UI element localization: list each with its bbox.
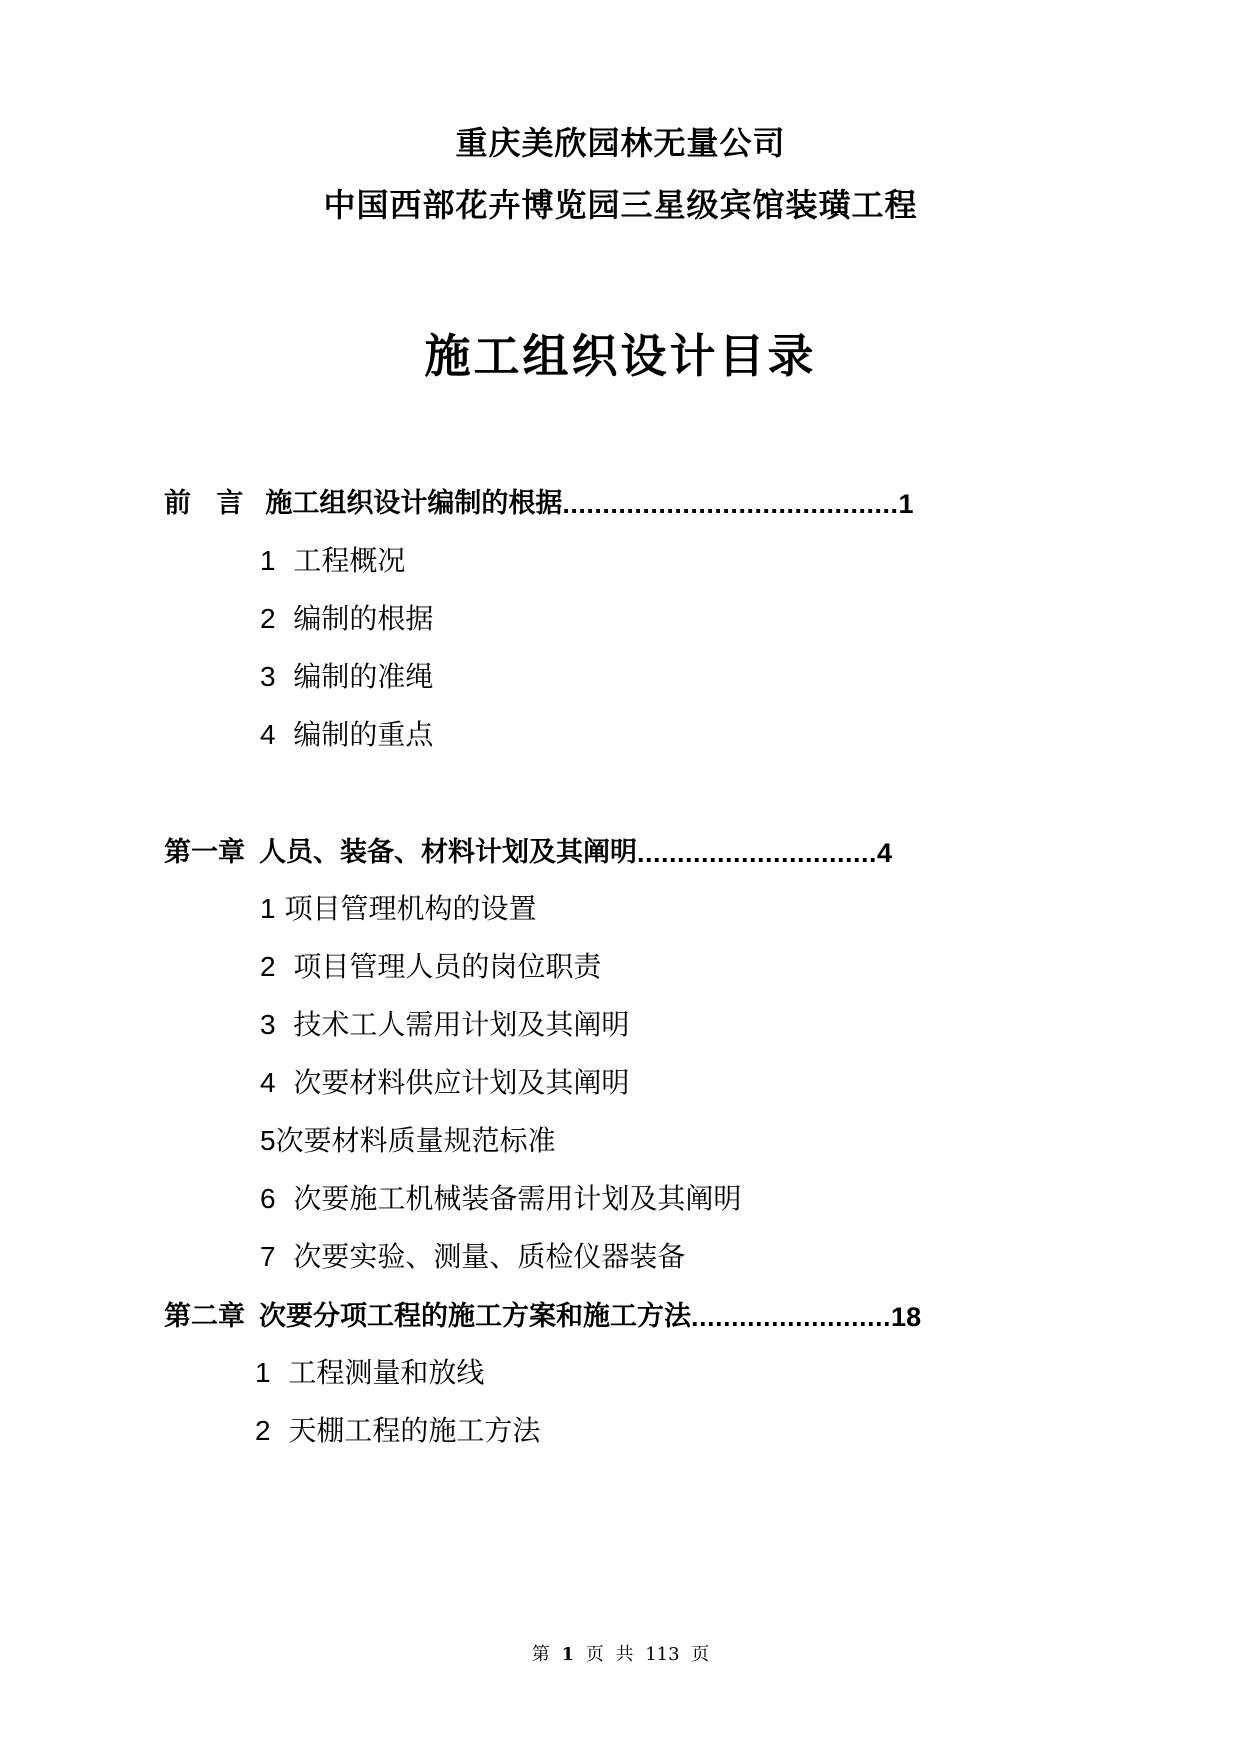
- toc-item-number: 5: [260, 1125, 276, 1156]
- toc-item-number: 6: [260, 1183, 276, 1214]
- toc-item-text: 工程概况: [293, 544, 406, 577]
- toc-item-text: 次要实验、测量、质检仪器装备: [293, 1240, 686, 1273]
- toc-item[interactable]: [260, 659, 433, 695]
- toc-item[interactable]: [255, 1355, 484, 1391]
- toc-item-number: 1: [260, 893, 276, 924]
- page-footer: [0, 1640, 1241, 1666]
- toc-item-text: 编制的重点: [293, 718, 434, 751]
- toc-item[interactable]: [260, 949, 601, 985]
- toc-item-number: 1: [255, 1357, 271, 1388]
- toc-item-number: 7: [260, 1241, 276, 1272]
- company-name: 重庆美欣园林无量公司: [455, 124, 786, 162]
- toc-entry-chapter-2[interactable]: [164, 1297, 921, 1333]
- toc-leader-dots: ..........................................: [562, 489, 899, 519]
- toc-item-number: 1: [260, 545, 276, 576]
- footer-current-page: 1: [561, 1644, 574, 1665]
- toc-item-number: 2: [255, 1415, 271, 1446]
- toc-item-text: 项目管理人员的岗位职责: [293, 950, 602, 983]
- toc-item[interactable]: [260, 717, 433, 753]
- project-name: 中国西部花卉博览园三星级宾馆装璜工程: [323, 186, 918, 224]
- toc-entry-label: 第二章: [164, 1301, 245, 1332]
- toc-item-text: 技术工人需用计划及其阐明: [293, 1008, 630, 1041]
- toc-page-number: 4: [877, 838, 893, 868]
- toc-item-text: 编制的准绳: [293, 660, 434, 693]
- toc-item-text: 工程测量和放线: [288, 1356, 485, 1389]
- footer-prefix: 第: [531, 1644, 550, 1665]
- toc-entry-preface[interactable]: [164, 484, 914, 520]
- toc-item-text: 项目管理机构的设置: [284, 892, 537, 925]
- toc-item-number: 3: [260, 661, 276, 692]
- toc-item[interactable]: [260, 543, 405, 579]
- toc-leader-dots: ..............................: [637, 838, 878, 868]
- toc-item[interactable]: [260, 1065, 629, 1101]
- footer-suffix: 页: [691, 1644, 710, 1665]
- toc-item-number: 3: [260, 1009, 276, 1040]
- toc-entry-chapter-1[interactable]: [164, 833, 892, 869]
- toc-item-number: 4: [260, 719, 276, 750]
- toc-title: 施工组织设计目录: [424, 329, 817, 383]
- toc-item[interactable]: [260, 1239, 685, 1275]
- toc-item[interactable]: [260, 891, 537, 927]
- toc-item[interactable]: [260, 1007, 629, 1043]
- toc-page-number: 1: [898, 489, 914, 519]
- toc-item-number: 2: [260, 951, 276, 982]
- toc-item-text: 次要材料质量规范标准: [275, 1124, 556, 1157]
- footer-middle: 页 共: [585, 1644, 634, 1665]
- toc-item-number: 2: [260, 603, 276, 634]
- toc-item[interactable]: [255, 1413, 540, 1449]
- toc-entry-title: 人员、装备、材料计划及其阐明: [259, 837, 637, 868]
- toc-item[interactable]: [260, 1123, 556, 1159]
- toc-entry-label: 第一章: [164, 837, 245, 868]
- toc-entry-title: 施工组织设计编制的根据: [265, 488, 563, 519]
- toc-item-text: 编制的根据: [293, 602, 434, 635]
- toc-item[interactable]: [260, 1181, 741, 1217]
- toc-item[interactable]: [260, 601, 433, 637]
- toc-page-number: 18: [891, 1302, 922, 1332]
- toc-entry-label: 前 言: [164, 488, 252, 519]
- toc-item-text: 次要施工机械装备需用计划及其阐明: [293, 1182, 742, 1215]
- toc-item-text: 次要材料供应计划及其阐明: [293, 1066, 630, 1099]
- toc-item-number: 4: [260, 1067, 276, 1098]
- toc-item-text: 天棚工程的施工方法: [288, 1414, 541, 1447]
- toc-leader-dots: .........................: [691, 1302, 892, 1332]
- toc-entry-title: 次要分项工程的施工方案和施工方法: [259, 1301, 691, 1332]
- footer-total-pages: 113: [645, 1644, 680, 1665]
